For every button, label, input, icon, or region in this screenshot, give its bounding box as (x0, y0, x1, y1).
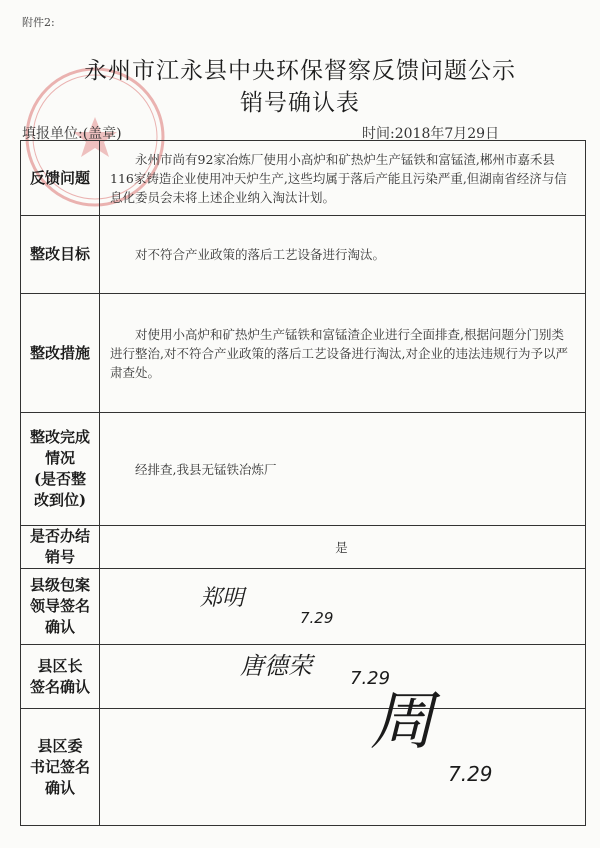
label-line: 县区长 (37, 656, 83, 675)
row-label: 整改措施 (21, 294, 100, 413)
label-line: 确认 (44, 618, 75, 636)
document-subtitle: 销号确认表 (240, 90, 360, 116)
completion-status-text (100, 413, 586, 526)
leader-signature-date: 7.29 (300, 609, 334, 627)
report-date: 时间:2018年7月29日 (362, 126, 500, 142)
table-row (21, 645, 586, 709)
attachment-label: 附件2: (22, 16, 55, 29)
label-line: 县级包案 (29, 576, 90, 594)
row-label-county-head (21, 645, 100, 709)
row-label-secretary (21, 709, 100, 826)
rectification-measures-paragraph: 对使用小高炉和矿热炉生产锰铁和富锰渣企业进行全面排查,根据问题分门别类进行整治,对不符合产业政策的落后工艺设备进行淘汰,对企业的违法违规行为予以严肃查处。 (110, 326, 568, 380)
label-line: 是否办结 (29, 527, 90, 545)
county-head-signature-cell (100, 645, 586, 709)
row-label-completion (21, 413, 100, 526)
table-row (21, 294, 586, 413)
closed-status-value: 是 (100, 526, 586, 569)
confirmation-table (20, 140, 586, 826)
row-label-leader (21, 569, 100, 645)
row-label: 反馈问题 (21, 141, 100, 216)
row-label-closed (21, 526, 100, 569)
table-row (21, 413, 586, 526)
table-row (21, 216, 586, 294)
row-label: 整改目标 (21, 216, 100, 294)
rectification-measures-text (100, 294, 586, 413)
label-line: 领导签名 (29, 597, 90, 615)
table-row (21, 709, 586, 826)
label-line: 确认 (44, 778, 75, 797)
county-head-signature: 唐德荣 (240, 652, 312, 680)
leader-signature: 郑明 (200, 586, 245, 611)
rectification-goal-text (100, 216, 586, 294)
label-line: 情况 (44, 449, 75, 467)
table-row (21, 141, 586, 216)
label-line: 改到位) (33, 491, 87, 509)
label-line: 销号 (44, 548, 75, 566)
leader-signature-cell (100, 569, 586, 645)
table-row (21, 526, 586, 569)
secretary-signature-cell (100, 685, 586, 826)
label-line: 签名确认 (29, 677, 90, 696)
document-title: 永州市江永县中央环保督察反馈问题公示 (84, 58, 516, 84)
label-line: (是否整 (33, 470, 87, 488)
label-line: 县区委 (37, 736, 83, 755)
label-line: 整改完成 (29, 428, 90, 446)
label-line: 书记签名 (29, 757, 90, 776)
feedback-issue-text (100, 141, 586, 216)
rectification-goal-paragraph: 对不符合产业政策的落后工艺设备进行淘汰。 (135, 247, 386, 262)
county-head-signature-date: 7.29 (350, 668, 391, 689)
filler-unit-label: 填报单位:(盖章) (22, 126, 122, 142)
secretary-signature: 周 (370, 685, 434, 759)
completion-status-paragraph: 经排查,我县无锰铁冶炼厂 (135, 461, 277, 477)
secretary-signature-date: 7.29 (448, 762, 493, 786)
table-row (21, 569, 586, 645)
feedback-issue-paragraph: 永州市尚有92家冶炼厂使用小高炉和矿热炉生产锰铁和富锰渣,郴州市嘉禾县116家铸造企业使用冲天炉生产,这些均属于落后产能且污染严重,但湖南省经济与信息化委员会未将上述企业纳入淘汰计划。 (110, 151, 567, 205)
